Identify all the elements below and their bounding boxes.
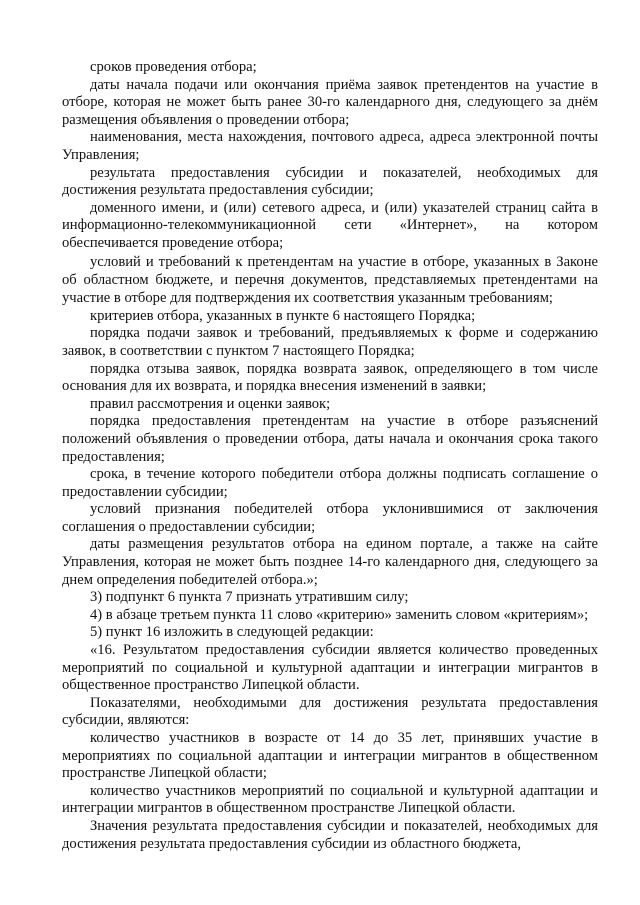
- paragraph-20: количество участников в возрасте от 14 до 35 лет, принявших участие в мероприятиях по социальной адаптации и интеграции мигрантов в общественном пространстве Липецкой области;: [62, 730, 598, 782]
- paragraph-19: Показателями, необходимыми для достижения результата предоставления субсидии, являются:: [62, 694, 598, 729]
- paragraph-3: наименования, места нахождения, почтового адреса, адреса электронной почты Управления;: [62, 129, 598, 163]
- paragraph-16: 4) в абзаце третьем пункта 11 слово «критерию» заменить словом «критериям»;: [90, 606, 589, 623]
- document-body: [62, 59, 598, 853]
- paragraph-21: количество участников мероприятий по социальной и культурной адаптации и интеграции мигрантов в общественном пространстве Липецкой области.: [62, 782, 598, 817]
- paragraph-5: доменного имени, и (или) сетевого адреса, и (или) указателей страниц сайта в информационно-телекоммуникационной сети «Интернет», на котором обеспечивается проведение отбора;: [62, 199, 598, 251]
- paragraph-6: условий и требований к претендентам на участие в отборе, указанных в Законе об областном бюджете, и перечня документов, представляемых претендентами на участие в отборе для подтверждения их соответствия указанным требованиям;: [62, 253, 598, 307]
- paragraph-4: результата предоставления субсидии и показателей, необходимых для достижения результата предоставления субсидии;: [62, 164, 598, 199]
- paragraph-18: «16. Результатом предоставления субсидии является количество проведенных мероприятий по социальной и культурной адаптации и интеграции мигрантов в общественное пространство Липецкой области.: [62, 642, 598, 694]
- paragraph-7: критериев отбора, указанных в пункте 6 настоящего Порядка;: [90, 307, 476, 324]
- paragraph-12: срока, в течение которого победители отбора должны подписать соглашение о предоставлении субсидии;: [62, 466, 598, 500]
- paragraph-14: даты размещения результатов отбора на едином портале, а также на сайте Управления, которая не может быть позднее 14-го календарного дня, следующего за днем определения победителей отбора.»;: [62, 536, 598, 588]
- paragraph-13: условий признания победителей отбора уклонившимися от заключения соглашения о предоставлении субсидии;: [62, 501, 598, 535]
- paragraph-10: правил рассмотрения и оценки заявок;: [90, 395, 331, 412]
- paragraph-15: 3) подпункт 6 пункта 7 признать утратившим силу;: [90, 589, 409, 606]
- paragraph-11: порядка предоставления претендентам на участие в отборе разъяснений положений объявления о проведении отбора, даты начала и окончания срока такого предоставления;: [62, 413, 598, 465]
- paragraph-8: порядка подачи заявок и требований, предъявляемых к форме и содержанию заявок, в соответствии с пунктом 7 настоящего Порядка;: [62, 325, 598, 359]
- paragraph-2: даты начала подачи или окончания приёма заявок претендентов на участие в отборе, которая не может быть ранее 30-го календарного дня, следующего за днём размещения объявления о проведении отбора;: [62, 76, 598, 128]
- paragraph-1: сроков проведения отбора;: [90, 59, 257, 75]
- paragraph-9: порядка отзыва заявок, порядка возврата заявок, определяющего в том числе основания для их возврата, и порядка внесения изменений в заявки;: [62, 360, 598, 395]
- paragraph-22: Значения результата предоставления субсидии и показателей, необходимых для достижения результата предоставления субсидии из областного бюджета,: [62, 817, 598, 852]
- paragraph-17: 5) пункт 16 изложить в следующей редакции:: [90, 624, 374, 641]
